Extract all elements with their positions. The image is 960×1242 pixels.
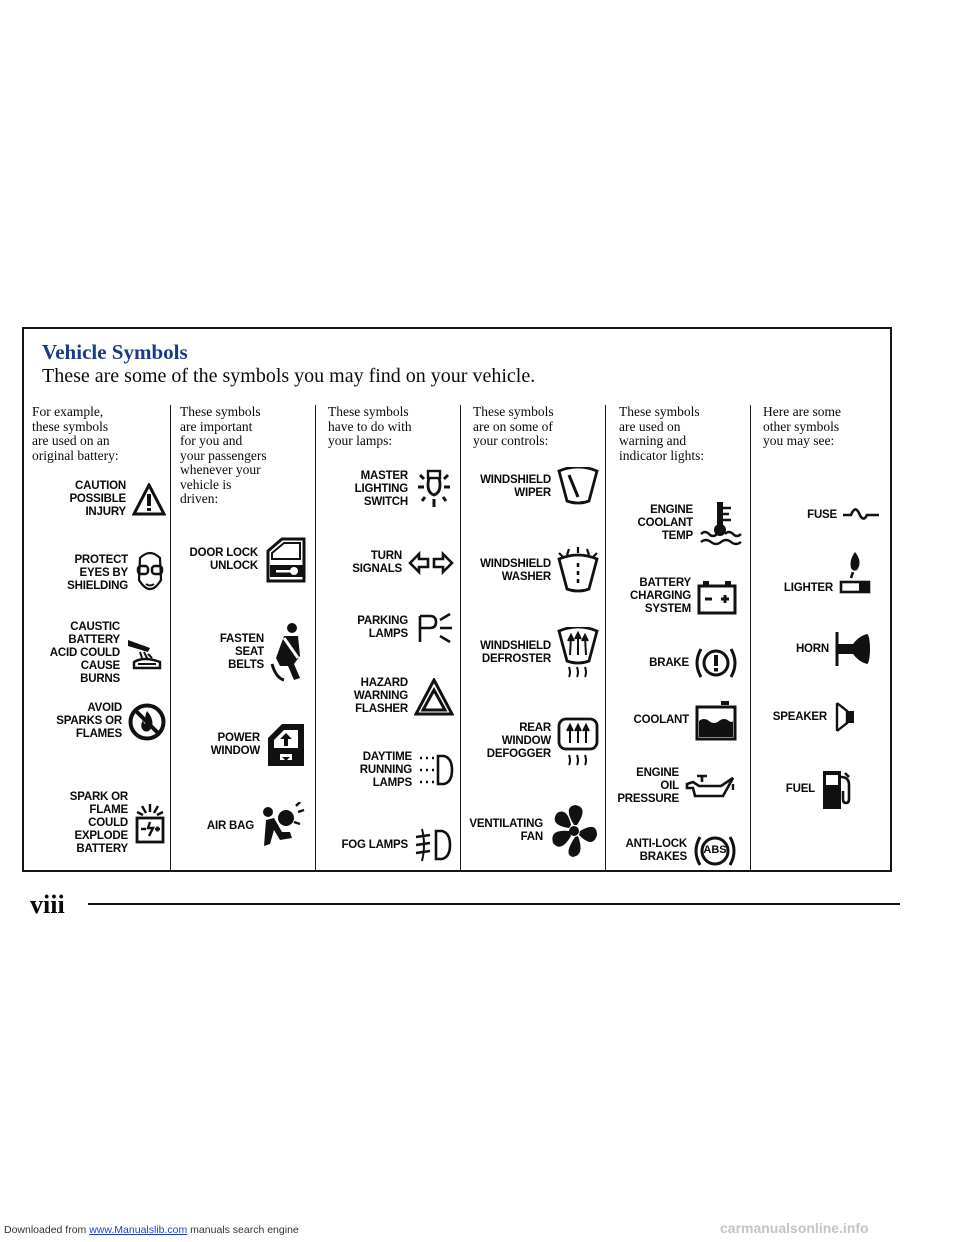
column-passenger [180,405,310,870]
abs-icon [693,831,737,871]
column-divider [605,405,606,870]
air-bag-icon [260,802,306,850]
parking-lamps-icon [414,610,454,646]
battery-icon [697,579,737,615]
symbol-horn: HORN [796,630,871,668]
symbol-engine-oil-pressure: ENGINE OIL PRESSURE [617,767,737,806]
symbol-brake: BRAKE [649,643,737,683]
manualslib-link[interactable]: www.Manualslib.com [89,1224,188,1236]
face-goggles-icon [134,550,166,596]
caution-triangle-icon [132,483,166,517]
seat-belt-icon [270,622,306,682]
fan-icon [549,803,599,859]
symbol-caustic-acid: CAUSTIC BATTERY ACID COULD CAUSE BURNS [50,621,166,686]
column-intro: These symbols are on some of your controls: [473,404,554,448]
column-intro: For example, these symbols are used on an original battery: [32,404,119,463]
symbol-spark-explode: SPARK OR FLAME COULD EXPLODE BATTERY [70,791,166,856]
column-intro: These symbols are important for you and your passengers whenever your vehicle is driven: [180,404,267,506]
symbol-fuse: FUSE [807,505,879,525]
horn-icon [835,630,871,668]
column-intro: Here are some other symbols you may see: [763,404,841,448]
symbol-hazard: HAZARD WARNING FLASHER [354,677,454,716]
column-controls [469,404,601,870]
column-other [763,405,887,870]
rear-defogger-icon [557,715,599,767]
brake-icon [695,643,737,683]
wiper-icon [557,467,599,507]
symbol-daytime-lamps: DAYTIME RUNNING LAMPS [360,750,454,790]
no-flame-icon [128,703,166,741]
column-divider [750,405,751,870]
page-number: viii [30,890,65,919]
column-battery [32,405,166,870]
fuse-icon [843,505,879,525]
symbol-coolant: COOLANT [634,699,737,741]
speaker-icon [833,699,857,735]
column-divider [315,405,316,870]
fog-lamp-icon [414,825,454,865]
symbol-defroster: WINDSHIELD DEFROSTER [480,627,599,679]
master-lighting-icon [414,467,454,511]
symbol-engine-coolant-temp: ENGINE COOLANT TEMP [638,500,743,546]
symbol-wiper: WINDSHIELD WIPER [480,467,599,507]
symbol-master-lighting: MASTER LIGHTING SWITCH [355,467,454,511]
symbol-fog-lamps: FOG LAMPS [341,825,454,865]
download-credit: Downloaded from www.Manualslib.com manuals search engine [4,1224,299,1236]
defroster-icon [557,627,599,679]
symbol-caution: CAUTION POSSIBLE INJURY [69,480,166,519]
symbol-ventilating-fan: VENTILATING FAN [469,803,599,859]
washer-icon [557,547,599,595]
daytime-lamps-icon [418,750,454,790]
column-intro: These symbols are used on warning and indicator lights: [619,404,705,463]
door-lock-icon [264,537,308,583]
lighter-icon [839,550,871,596]
symbol-seat-belt: FASTEN SEAT BELTS [220,622,306,682]
watermark: carmanualsonline.info [720,1220,869,1236]
symbol-speaker: SPEAKER [773,699,857,735]
symbol-protect-eyes: PROTECT EYES BY SHIELDING [67,550,166,596]
symbol-power-window: POWER WINDOW [211,722,306,768]
power-window-icon [266,722,306,768]
symbol-anti-lock-brakes: ANTI-LOCK BRAKES ABS [626,831,737,871]
column-divider [170,405,171,870]
page-subtitle: These are some of the symbols you may find on your vehicle. [42,365,536,387]
oil-can-icon [685,772,737,802]
column-divider [460,405,461,870]
abs-text: ABS [703,844,727,856]
symbol-rear-defogger: REAR WINDOW DEFOGGER [487,715,599,767]
footer-rule [88,903,900,905]
coolant-temp-icon [699,500,743,546]
symbol-avoid-flames: AVOID SPARKS OR FLAMES [56,702,166,741]
column-intro: These symbols have to do with your lamps: [328,404,412,448]
symbol-fuel: FUEL [786,767,853,811]
acid-hand-icon [126,634,166,674]
column-warning-lights [619,405,747,870]
hazard-icon [414,678,454,716]
symbol-battery-charging: BATTERY CHARGING SYSTEM [630,577,737,616]
page-title: Vehicle Symbols [42,340,188,364]
symbol-parking-lamps: PARKING LAMPS [357,610,454,646]
symbol-door-lock: DOOR LOCK UNLOCK [190,537,308,583]
turn-signal-icon [408,551,454,575]
battery-explode-icon [134,802,166,846]
symbol-lighter: LIGHTER [784,550,871,596]
symbol-washer: WINDSHIELD WASHER [480,547,599,595]
symbol-air-bag: AIR BAG [207,802,306,850]
symbol-turn-signals: TURN SIGNALS [352,550,454,576]
fuel-pump-icon [821,767,853,811]
column-lamps [328,405,456,870]
coolant-icon [695,699,737,741]
